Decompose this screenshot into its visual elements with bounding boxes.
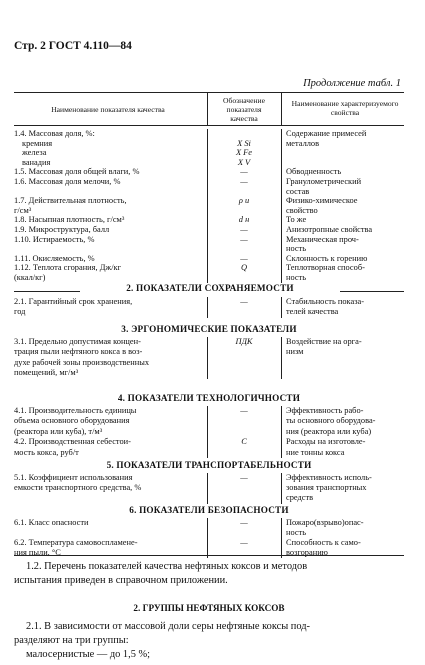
table-cell-c3: Физико-химическое bbox=[286, 196, 358, 206]
column-divider bbox=[281, 273, 282, 283]
table-cell-c1: железа bbox=[22, 148, 47, 158]
table-cell-c2: C bbox=[241, 437, 247, 447]
column-divider bbox=[281, 448, 282, 458]
section-title: 6. ПОКАЗАТЕЛИ БЕЗОПАСНОСТИ bbox=[129, 505, 289, 515]
table-cell-c1: кремния bbox=[22, 138, 53, 148]
column-divider bbox=[207, 177, 208, 187]
column-divider bbox=[207, 129, 208, 139]
column-divider bbox=[281, 528, 282, 538]
column-header-symbol: Обозначение показателя качества bbox=[223, 96, 265, 123]
column-divider bbox=[281, 254, 282, 264]
table-cell-c1: г/см³ bbox=[14, 205, 32, 215]
table-cell-c1: 1.10. Истираемость, % bbox=[14, 234, 95, 244]
table-header-rule bbox=[14, 125, 404, 126]
column-divider bbox=[207, 148, 208, 158]
paragraph-line: малосернистые — до 1,5 %; bbox=[26, 649, 151, 660]
column-divider bbox=[281, 244, 282, 254]
table-cell-c3: Эффективность исполь- bbox=[286, 473, 372, 482]
column-divider bbox=[281, 167, 282, 177]
column-divider bbox=[281, 358, 282, 368]
column-divider bbox=[207, 244, 208, 254]
section-title: 2. ПОКАЗАТЕЛИ СОХРАНЯЕМОСТИ bbox=[80, 283, 340, 293]
column-divider bbox=[281, 548, 282, 558]
table-cell-c1: (реактора или куба), т/м³ bbox=[14, 426, 103, 436]
column-divider bbox=[281, 235, 282, 245]
table-cell-c1: 6.1. Класс опасности bbox=[14, 518, 89, 527]
table-cell-c3: ние тонны кокса bbox=[286, 447, 345, 457]
section-title: 4. ПОКАЗАТЕЛИ ТЕХНОЛОГИЧНОСТИ bbox=[117, 393, 301, 403]
column-divider bbox=[281, 263, 282, 273]
column-divider bbox=[207, 358, 208, 368]
table-cell-c3: ность bbox=[286, 244, 307, 254]
table-cell-c3: телей качества bbox=[286, 307, 339, 317]
table-cell-c2: X Fe bbox=[235, 148, 253, 158]
table-cell-c1: 1.8. Насыпная плотность, г/см³ bbox=[14, 215, 125, 225]
table-cell-c1: объема основного оборудования bbox=[14, 416, 130, 426]
table-cell-c1: 3.1. Предельно допустимая концен- bbox=[14, 337, 141, 346]
section-title-groups: 2. ГРУППЫ НЕФТЯНЫХ КОКСОВ bbox=[133, 603, 285, 613]
column-divider bbox=[281, 427, 282, 437]
table-cell-c3: Гранулометрический bbox=[286, 177, 362, 186]
column-divider bbox=[207, 368, 208, 378]
table-cell-c3: зования транспортных bbox=[286, 483, 367, 493]
column-header-property: Наименование характеризуемого свойства bbox=[291, 99, 399, 117]
table-cell-c2: X Si bbox=[237, 138, 251, 148]
column-divider bbox=[207, 139, 208, 149]
column-divider bbox=[207, 483, 208, 493]
column-divider bbox=[281, 483, 282, 493]
table-cell-c1: 1.11. Окисляемость, % bbox=[14, 253, 95, 263]
column-divider bbox=[207, 254, 208, 264]
table-cell-c2: — bbox=[240, 538, 248, 547]
table-cell-c3: Обводненность bbox=[286, 167, 342, 177]
table-cell-c1: (ккал/кг) bbox=[14, 273, 46, 282]
table-cell-c2: — bbox=[240, 234, 248, 244]
table-cell-c3: Эффективность рабо- bbox=[286, 406, 364, 415]
table-cell-c3: Теплотворная способ- bbox=[286, 263, 365, 273]
table-cell-c1: трация пыли нефтяного кокса в воз- bbox=[14, 347, 143, 357]
column-divider bbox=[281, 368, 282, 378]
table-cell-c1: ния пыли, °C bbox=[14, 548, 61, 557]
table-cell-c1: 1.7. Действительная плотность, bbox=[14, 196, 127, 206]
column-divider bbox=[207, 297, 208, 307]
column-divider bbox=[281, 416, 282, 426]
table-cell-c3: средств bbox=[286, 493, 314, 503]
table-cell-c3: ния (реактора или куба) bbox=[286, 426, 372, 436]
paragraph-1-2 bbox=[14, 560, 406, 588]
table-cell-c3: ность bbox=[286, 273, 307, 282]
table-cell-c3: Склонность к горению bbox=[286, 253, 368, 263]
column-divider bbox=[281, 337, 282, 347]
table-continuation-label: Продолжение табл. 1 bbox=[303, 78, 401, 89]
table-cell-c3: состав bbox=[286, 186, 310, 196]
column-divider bbox=[281, 158, 282, 168]
column-divider bbox=[207, 548, 208, 558]
column-divider bbox=[207, 225, 208, 235]
column-divider bbox=[207, 337, 208, 347]
table-cell-c2: d н bbox=[238, 215, 250, 225]
column-divider bbox=[207, 518, 208, 528]
table-cell-c3: возгоранию bbox=[286, 548, 328, 557]
column-divider bbox=[281, 297, 282, 307]
column-divider bbox=[207, 187, 208, 197]
table-cell-c1: 1.9. Микроструктура, балл bbox=[14, 225, 110, 234]
page-header: Стр. 2 ГОСТ 4.110—84 bbox=[14, 40, 132, 52]
column-header-name: Наименование показателя качества bbox=[51, 105, 165, 114]
column-divider bbox=[207, 263, 208, 273]
table-cell-c1: помещений, мг/м³ bbox=[14, 368, 79, 378]
column-divider bbox=[207, 235, 208, 245]
table-cell-c2: — bbox=[240, 167, 248, 177]
paragraph-line: 1.2. Перечень показателей качества нефтяных коксов и методов bbox=[26, 561, 308, 572]
column-divider bbox=[281, 406, 282, 416]
table-cell-c2: ПДК bbox=[235, 337, 253, 346]
table-cell-c3: низм bbox=[286, 347, 304, 357]
column-divider bbox=[281, 196, 282, 206]
table-cell-c3: ность bbox=[286, 528, 307, 537]
table-cell-c3: Воздействие на орга- bbox=[286, 337, 362, 346]
table-cell-c1: духе рабочей зоны производственных bbox=[14, 357, 150, 367]
table-cell-c2: — bbox=[240, 225, 248, 234]
column-divider bbox=[207, 273, 208, 283]
column-divider bbox=[207, 448, 208, 458]
table-cell-c2: — bbox=[240, 177, 248, 186]
table-cell-c1: емкости транспортного средства, % bbox=[14, 483, 142, 493]
paragraph-line: разделяют на три группы: bbox=[14, 635, 129, 646]
column-divider bbox=[281, 473, 282, 483]
paragraph-line: испытания приведен в справочном приложении. bbox=[14, 575, 228, 586]
table-cell-c3: Анизотропные свойства bbox=[286, 225, 373, 234]
column-divider bbox=[207, 92, 208, 125]
column-divider bbox=[281, 493, 282, 503]
table-cell-c1: ванадия bbox=[22, 157, 51, 167]
table-cell-c3: То же bbox=[286, 215, 307, 225]
table-cell-c2: — bbox=[240, 297, 248, 306]
table-cell-c1: 4.2. Производственная себестои- bbox=[14, 437, 131, 447]
column-divider bbox=[207, 347, 208, 357]
table-cell-c3: свойство bbox=[286, 205, 318, 215]
table-cell-c1: 1.6. Массовая доля мелочи, % bbox=[14, 177, 121, 186]
section-title: 3. ЭРГОНОМИЧЕСКИЕ ПОКАЗАТЕЛИ bbox=[121, 324, 297, 334]
table-cell-c2: ρ и bbox=[238, 196, 250, 206]
column-divider bbox=[281, 437, 282, 447]
column-divider bbox=[281, 347, 282, 357]
paragraph-line: 2.1. В зависимости от массовой доли серы нефтяные коксы под- bbox=[26, 621, 311, 632]
column-divider bbox=[281, 129, 282, 139]
column-divider bbox=[207, 538, 208, 548]
column-divider bbox=[207, 427, 208, 437]
table-cell-c3: Расходы на изготовле- bbox=[286, 437, 366, 447]
paragraph-2-1 bbox=[14, 620, 406, 662]
table-cell-c1: 5.1. Коэффициент использования bbox=[14, 473, 133, 482]
table-cell-c2: Q bbox=[240, 263, 248, 273]
column-divider bbox=[207, 416, 208, 426]
table-cell-c3: Содержание примесей bbox=[286, 129, 367, 138]
column-divider bbox=[281, 518, 282, 528]
column-divider bbox=[281, 148, 282, 158]
column-divider bbox=[207, 215, 208, 225]
column-divider bbox=[207, 167, 208, 177]
table-top-rule bbox=[14, 92, 404, 93]
table-cell-c3: металлов bbox=[286, 138, 320, 148]
table-cell-c3: Пожаро(взрыво)опас- bbox=[286, 518, 364, 527]
column-divider bbox=[281, 225, 282, 235]
column-divider bbox=[207, 406, 208, 416]
column-divider bbox=[281, 206, 282, 216]
column-divider bbox=[207, 493, 208, 503]
table-cell-c2: — bbox=[240, 473, 248, 482]
table-cell-c1: 1.5. Массовая доля общей влаги, % bbox=[14, 167, 140, 177]
column-divider bbox=[207, 437, 208, 447]
table-cell-c1: 4.1. Производительность единицы bbox=[14, 406, 137, 415]
column-divider bbox=[281, 215, 282, 225]
column-divider bbox=[207, 196, 208, 206]
table-cell-c2: — bbox=[240, 253, 248, 263]
table-cell-c3: Стабильность показа- bbox=[286, 297, 365, 306]
table-cell-c1: 1.12. Теплота сгорания, Дж/кг bbox=[14, 263, 122, 273]
section-title: 5. ПОКАЗАТЕЛИ ТРАНСПОРТАБЕЛЬНОСТИ bbox=[106, 460, 312, 470]
table-cell-c1: 2.1. Гарантийный срок хранения, bbox=[14, 297, 133, 306]
column-divider bbox=[207, 528, 208, 538]
table-cell-c2: — bbox=[240, 406, 248, 415]
column-divider bbox=[281, 177, 282, 187]
column-divider bbox=[281, 538, 282, 548]
table-cell-c1: 1.4. Массовая доля, %: bbox=[14, 129, 95, 138]
column-divider bbox=[281, 139, 282, 149]
table-cell-c2: — bbox=[240, 518, 248, 527]
column-divider bbox=[281, 187, 282, 197]
column-divider bbox=[207, 158, 208, 168]
column-divider bbox=[207, 307, 208, 317]
table-cell-c1: мость кокса, руб/т bbox=[14, 447, 79, 457]
table-cell-c3: ты основного оборудова- bbox=[286, 416, 376, 426]
column-divider bbox=[281, 307, 282, 317]
column-divider bbox=[281, 92, 282, 125]
table-cell-c3: Механическая проч- bbox=[286, 234, 359, 244]
table-cell-c2: X V bbox=[237, 157, 251, 167]
column-divider bbox=[207, 473, 208, 483]
column-divider bbox=[207, 206, 208, 216]
table-cell-c1: год bbox=[14, 307, 26, 317]
table-cell-c3: Способность к само- bbox=[286, 538, 361, 547]
table-cell-c1: 6.2. Температура самовоспламене- bbox=[14, 538, 138, 547]
table-bottom-rule bbox=[14, 555, 404, 556]
